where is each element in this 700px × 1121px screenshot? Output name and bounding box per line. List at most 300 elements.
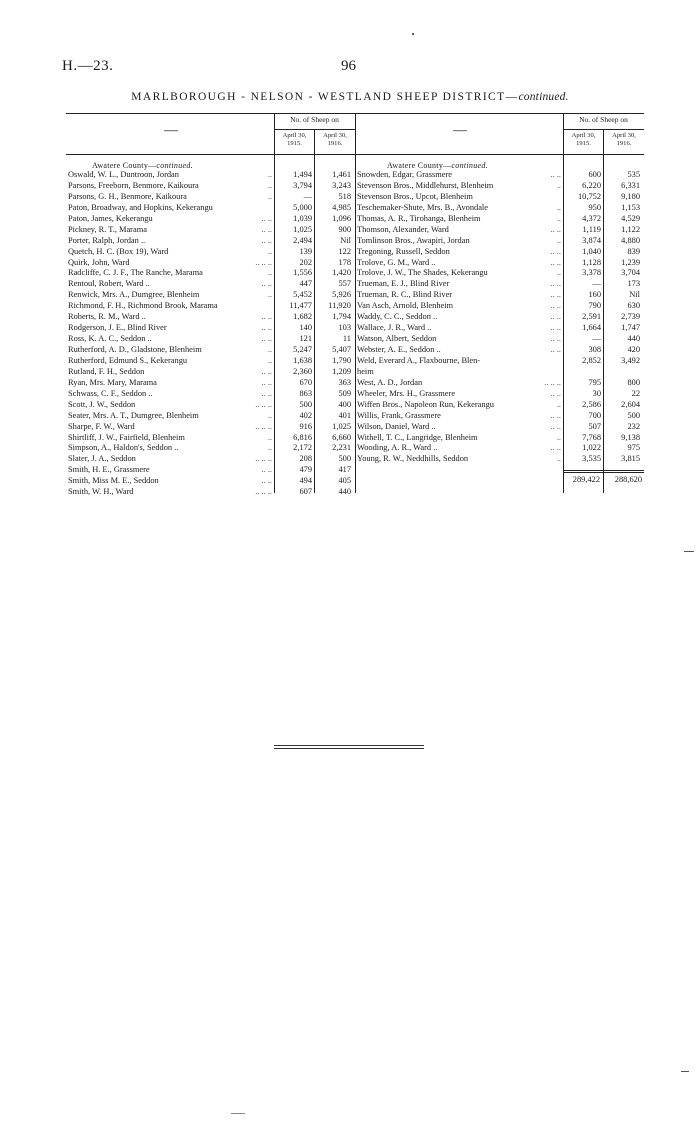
table-row xyxy=(66,279,355,290)
leader-dots: .. .. xyxy=(261,323,272,333)
sheep-1915: 700 xyxy=(588,410,601,420)
sheep-1916: 900 xyxy=(338,224,351,234)
entry-name: Wheeler, Mrs. H., Grassmere xyxy=(357,388,456,398)
col-1915-header: April 30, 1915. xyxy=(571,132,596,147)
leader-dots: .. xyxy=(267,268,272,278)
sheep-1916: 1,122 xyxy=(621,224,640,234)
table-row xyxy=(66,236,355,247)
leader-dots: .. xyxy=(267,443,272,453)
table-row xyxy=(66,225,355,236)
entry-name: Teschemaker-Shute, Mrs. B., Avondale xyxy=(357,202,488,212)
entry-name: Ross, K. A. C., Seddon .. xyxy=(68,334,152,344)
table-row xyxy=(355,400,644,411)
col-1916-header: April 30, 1916. xyxy=(612,132,636,147)
name-column-header: — xyxy=(164,123,178,138)
sheep-1915: 160 xyxy=(588,290,601,300)
table-row xyxy=(66,192,355,203)
table-row xyxy=(66,389,355,400)
sheep-1916: 1,790 xyxy=(332,355,351,365)
county-subheading: Awatere County—continued. xyxy=(387,161,488,170)
entry-name: Rutland, F. H., Seddon xyxy=(68,366,145,376)
section-rule xyxy=(274,745,424,746)
leader-dots: .. xyxy=(267,170,272,179)
name-column-header: — xyxy=(453,123,467,138)
total-1916: 288,620 xyxy=(614,475,642,484)
leader-dots: .. .. xyxy=(550,410,561,420)
sheep-1916: 417 xyxy=(338,465,351,475)
table-row xyxy=(355,323,644,334)
leader-dots: .. xyxy=(267,355,272,365)
leader-dots: .. .. xyxy=(550,388,561,398)
paper-speck xyxy=(412,33,414,35)
sheep-1916: 5,407 xyxy=(332,345,351,354)
table-row xyxy=(355,290,644,301)
entry-name: Smith, Miss M. E., Seddon xyxy=(68,476,159,486)
entry-name: Young, R. W., Neddhills, Seddon xyxy=(357,454,469,464)
sheep-1915: 2,360 xyxy=(293,366,312,376)
table-row xyxy=(66,378,355,389)
sheep-1916: 3,815 xyxy=(621,454,640,464)
table-row xyxy=(66,422,355,433)
leader-dots: .. .. xyxy=(261,213,272,223)
sheep-1916: 3,492 xyxy=(621,355,640,365)
entry-name: Wiffen Bros., Napoleon Run, Kekerangu xyxy=(357,399,494,409)
sheep-1915: 500 xyxy=(299,399,312,409)
sheep-1915: 30 xyxy=(592,388,601,398)
leader-dots: .. .. xyxy=(261,312,272,322)
sheep-1916: 400 xyxy=(338,399,351,409)
sheep-1916: 440 xyxy=(627,334,640,344)
sheep-1916: 4,985 xyxy=(332,202,351,212)
sheep-1915: 2,494 xyxy=(293,235,312,245)
table-row xyxy=(66,487,355,498)
sheep-1916: 3,243 xyxy=(332,180,351,190)
leader-dots: .. .. .. xyxy=(255,399,272,409)
table-row xyxy=(355,268,644,279)
sheep-1915: 5,452 xyxy=(293,290,312,300)
sheep-1916: 3,704 xyxy=(621,268,640,278)
sheep-1916: 2,231 xyxy=(332,443,351,453)
right-rows xyxy=(355,170,644,465)
leader-dots: .. xyxy=(267,432,272,442)
sheep-1916: 1,747 xyxy=(621,323,640,333)
sheep-1915: 10,752 xyxy=(577,191,601,201)
entry-name: West, A. D., Jordan xyxy=(357,377,423,387)
sheep-1915: 7,768 xyxy=(582,432,601,442)
sheep-1915: 3,874 xyxy=(582,235,601,245)
entry-name: Smith, H. E., Grassmere xyxy=(68,465,150,475)
leader-dots: .. .. xyxy=(550,301,561,311)
entry-name: Parsons, G. H., Benmore, Kaikoura xyxy=(68,191,187,201)
sheep-1916: Nil xyxy=(629,290,640,300)
leader-dots: .. .. .. xyxy=(255,257,272,267)
table-row xyxy=(355,225,644,236)
left-column-block xyxy=(66,113,355,497)
sheep-1916: 630 xyxy=(627,301,640,311)
leader-dots: .. .. xyxy=(550,224,561,234)
sheep-1916: 535 xyxy=(627,170,640,179)
table-row xyxy=(355,334,644,345)
sheep-1915: 2,172 xyxy=(293,443,312,453)
table-row xyxy=(66,433,355,444)
leader-dots: .. .. xyxy=(550,334,561,344)
entry-name: Trueman, R. C., Blind River xyxy=(357,290,453,300)
entry-name: Weld, Everard A., Flaxbourne, Blen- xyxy=(357,355,481,365)
sheep-1916: 1,420 xyxy=(332,268,351,278)
table-row xyxy=(66,345,355,356)
sheep-1916: 9,180 xyxy=(621,191,640,201)
entry-name: Stevenson Bros., Middlehurst, Blenheim xyxy=(357,180,494,190)
sheep-1915: 2,591 xyxy=(582,312,601,322)
sheep-1915: 1,022 xyxy=(582,443,601,453)
entry-name: Snowden, Edgar, Grassmere xyxy=(357,170,453,179)
sheep-1916: Nil xyxy=(340,235,351,245)
entry-name: Roberts, R. M., Ward .. xyxy=(68,312,146,322)
sheep-1916: 11 xyxy=(342,334,351,344)
table-row xyxy=(66,476,355,487)
table-row xyxy=(355,181,644,192)
entry-name: Tomlinson Bros., Awapiri, Jordan xyxy=(357,235,470,245)
table-row xyxy=(355,170,644,181)
table-row xyxy=(66,443,355,454)
sheep-1915: 479 xyxy=(299,465,312,475)
sheep-1915: 3,794 xyxy=(293,180,312,190)
entry-name: Scott, J. W., Seddon xyxy=(68,399,136,409)
leader-dots: .. xyxy=(556,235,561,245)
entry-name: Paton, James, Kekerangu xyxy=(68,213,153,223)
sheep-1916: 509 xyxy=(338,388,351,398)
entry-name: Paton, Broadway, and Hopkins, Kekerangu xyxy=(68,202,213,212)
entry-name: Stevenson Bros., Upcot, Blenheim xyxy=(357,191,473,201)
sheep-1915: 790 xyxy=(588,301,601,311)
entry-name: Rutherford, Edmund S., Kekerangu xyxy=(68,355,188,365)
leader-dots: .. .. xyxy=(261,366,272,376)
sheep-1916: 6,660 xyxy=(332,432,351,442)
leader-dots: .. xyxy=(267,290,272,300)
entry-name: Trueman, E. J., Blind River xyxy=(357,279,450,289)
leader-dots: .. .. .. xyxy=(255,454,272,464)
entry-name: heim xyxy=(357,366,374,376)
sheep-1915: 139 xyxy=(299,246,312,256)
leader-dots: .. .. xyxy=(261,388,272,398)
sheep-1915: 402 xyxy=(299,410,312,420)
leader-dots: .. xyxy=(267,246,272,256)
entry-name: Renwick, Mrs. A., Dumgree, Blenheim xyxy=(68,290,200,300)
sheep-1916: 1,025 xyxy=(332,421,351,431)
entry-name: Willis, Frank, Grassmere xyxy=(357,410,441,420)
sheep-1916: 1,209 xyxy=(332,366,351,376)
entry-name: Withell, T. C., Langridge, Blenheim xyxy=(357,432,478,442)
table-row xyxy=(355,367,644,378)
table-row xyxy=(66,203,355,214)
document-heading xyxy=(0,91,700,103)
sheep-1915: 863 xyxy=(299,388,312,398)
leader-dots: .. xyxy=(556,399,561,409)
sheep-1915: — xyxy=(592,334,601,344)
entry-name: Trolove, J. W., The Shades, Kekerangu xyxy=(357,268,488,278)
leader-dots: .. .. xyxy=(550,257,561,267)
sheep-1915: 3,378 xyxy=(582,268,601,278)
sheep-1915: 1,039 xyxy=(293,213,312,223)
entry-name: Quirk, John, Ward xyxy=(68,257,130,267)
sheep-1916: 839 xyxy=(627,246,640,256)
table-row xyxy=(66,268,355,279)
left-rows xyxy=(66,170,355,498)
leader-dots: .. xyxy=(556,432,561,442)
entry-name: Tregoning, Russell, Seddon xyxy=(357,246,450,256)
sheep-1915: 6,816 xyxy=(293,432,312,442)
sheep-1916: 975 xyxy=(627,443,640,453)
entry-name: Oswald, W. L., Duntroon, Jordan xyxy=(68,170,179,179)
sheep-1915: 950 xyxy=(588,202,601,212)
sheep-count-header: No. of Sheep on xyxy=(290,115,339,124)
sheep-1916: 1,239 xyxy=(621,257,640,267)
entry-name: Rentoul, Robert, Ward .. xyxy=(68,279,150,289)
table-row xyxy=(355,214,644,225)
sheep-1915: 2,586 xyxy=(582,399,601,409)
leader-dots: .. xyxy=(267,191,272,201)
leader-dots: .. .. xyxy=(261,377,272,387)
entry-name: Richmond, F. H., Richmond Brook, Marama xyxy=(68,301,218,311)
leader-dots: .. .. xyxy=(261,334,272,344)
sheep-1915: 5,247 xyxy=(293,345,312,354)
entry-name: Shirtliff, J. W., Fairfield, Blenheim xyxy=(68,432,185,442)
sheep-1915: 11,477 xyxy=(289,301,312,311)
page-number: 96 xyxy=(341,58,356,74)
table-row xyxy=(66,356,355,367)
paper-speck xyxy=(684,551,694,552)
sheep-1915: 447 xyxy=(299,279,312,289)
sheep-1916: 800 xyxy=(627,377,640,387)
right-column-block xyxy=(355,113,644,493)
table-row xyxy=(355,443,644,454)
sheep-1916: 178 xyxy=(338,257,351,267)
leader-dots: .. .. xyxy=(550,246,561,256)
entry-name: Trolove, G. M., Ward .. xyxy=(357,257,436,267)
sheep-1915: 795 xyxy=(588,377,601,387)
leader-dots: .. .. xyxy=(261,279,272,289)
table-row xyxy=(355,301,644,312)
entry-name: Slater, J. A., Seddon xyxy=(68,454,136,464)
table-row xyxy=(355,247,644,258)
table-row xyxy=(66,334,355,345)
sheep-1916: 1,096 xyxy=(332,213,351,223)
table-row xyxy=(355,312,644,323)
table-row xyxy=(355,345,644,356)
entry-name: Wallace, J. R., Ward .. xyxy=(357,323,432,333)
sheep-1915: 1,119 xyxy=(582,224,601,234)
sheep-1916: 2,604 xyxy=(621,399,640,409)
entry-name: Waddy, C. C., Seddon .. xyxy=(357,312,438,322)
sheep-1916: 4,529 xyxy=(621,213,640,223)
leader-dots: .. xyxy=(556,180,561,190)
leader-dots: .. .. xyxy=(550,421,561,431)
sheep-1916: 420 xyxy=(627,345,640,354)
sheep-1916: 173 xyxy=(627,279,640,289)
leader-dots: .. xyxy=(267,180,272,190)
col-1916-header: April 30, 1916. xyxy=(323,132,347,147)
sheep-1915: 916 xyxy=(299,421,312,431)
entry-name: Thomson, Alexander, Ward xyxy=(357,224,449,234)
paper-speck xyxy=(231,1113,245,1114)
table-row xyxy=(355,192,644,203)
total-1915: 289,422 xyxy=(572,475,600,484)
table-row xyxy=(355,433,644,444)
leader-dots: .. .. xyxy=(550,323,561,333)
sheep-1916: 440 xyxy=(338,487,351,497)
entry-name: Pickney, R. T., Marama xyxy=(68,224,147,234)
entry-name: Sharpe, F. W., Ward xyxy=(68,421,135,431)
leader-dots: .. .. xyxy=(261,224,272,234)
sheep-1916: 9,138 xyxy=(621,432,640,442)
sheep-1915: 670 xyxy=(299,377,312,387)
table-row xyxy=(66,323,355,334)
sheep-1916: 518 xyxy=(338,191,351,201)
table-row xyxy=(66,247,355,258)
leader-dots: .. xyxy=(556,454,561,464)
sheep-table xyxy=(66,113,644,497)
table-row xyxy=(66,411,355,422)
entry-name: Wooding, A. R., Ward .. xyxy=(357,443,438,453)
sheep-1916: 401 xyxy=(338,410,351,420)
sheep-1916: 2,739 xyxy=(621,312,640,322)
sheep-1916: 11,920 xyxy=(328,301,351,311)
leader-dots: .. xyxy=(556,213,561,223)
leader-dots: .. .. xyxy=(550,345,561,354)
table-row xyxy=(355,378,644,389)
entry-name: Simpson, A., Haldon's, Seddon .. xyxy=(68,443,179,453)
entry-name: Parsons, Freeborn, Benmore, Kaikoura xyxy=(68,180,199,190)
leader-dots: .. .. .. xyxy=(255,421,272,431)
sheep-1915: — xyxy=(303,191,312,201)
leader-dots: .. .. .. xyxy=(544,377,561,387)
sheep-1915: — xyxy=(592,279,601,289)
entry-name: Schwass, C. F., Seddon .. xyxy=(68,388,153,398)
sheep-1915: 507 xyxy=(588,421,601,431)
sheep-1916: 232 xyxy=(627,421,640,431)
sheep-1915: 600 xyxy=(588,170,601,179)
entry-name: Watson, Albert, Seddon xyxy=(357,334,437,344)
sheep-1916: 405 xyxy=(338,476,351,486)
county-subheading: Awatere County—continued. xyxy=(92,161,193,170)
heading-title: MARLBOROUGH - NELSON - WESTLAND SHEEP DISTRICT— xyxy=(131,91,519,103)
leader-dots: .. xyxy=(267,410,272,420)
table-row xyxy=(66,301,355,312)
leader-dots: .. .. xyxy=(261,235,272,245)
entry-name: Thomas, A. R., Tirohanga, Blenheim xyxy=(357,213,481,223)
sheep-1915: 607 xyxy=(299,487,312,497)
table-row xyxy=(355,279,644,290)
sheep-1916: 557 xyxy=(338,279,351,289)
sheep-1915: 202 xyxy=(299,257,312,267)
table-row xyxy=(66,454,355,465)
sheep-count-header: No. of Sheep on xyxy=(579,115,628,124)
sheep-1915: 1,128 xyxy=(582,257,601,267)
leader-dots: .. .. xyxy=(550,443,561,453)
sheep-1916: 1,461 xyxy=(332,170,351,179)
sheep-1915: 5,000 xyxy=(293,202,312,212)
leader-dots: .. .. xyxy=(550,279,561,289)
table-row xyxy=(355,236,644,247)
leader-dots: .. .. xyxy=(261,476,272,486)
table-row xyxy=(355,454,644,465)
leader-dots: .. xyxy=(267,345,272,354)
leader-dots: .. xyxy=(556,268,561,278)
table-row xyxy=(66,214,355,225)
table-row xyxy=(66,181,355,192)
entry-name: Porter, Ralph, Jordan .. xyxy=(68,235,146,245)
leader-dots: .. .. xyxy=(550,312,561,322)
sheep-1916: 103 xyxy=(338,323,351,333)
leader-dots: .. .. xyxy=(550,170,561,179)
table-row xyxy=(355,389,644,400)
entry-name: Smith, W. H., Ward xyxy=(68,487,134,497)
table-row xyxy=(66,465,355,476)
sheep-1915: 1,040 xyxy=(582,246,601,256)
section-rule xyxy=(274,748,424,749)
entry-name: Seater, Mrs. A. T., Dumgree, Blenheim xyxy=(68,410,199,420)
sheep-1915: 121 xyxy=(299,334,312,344)
sheep-1915: 308 xyxy=(588,345,601,354)
sheep-1916: 22 xyxy=(631,388,640,398)
sheep-1915: 2,852 xyxy=(582,355,601,365)
heading-continued: continued. xyxy=(518,91,569,103)
sheep-1915: 1,556 xyxy=(293,268,312,278)
sheep-1915: 4,372 xyxy=(582,213,601,223)
page-reference: H.—23. xyxy=(62,58,114,74)
entry-name: Wilson, Daniel, Ward .. xyxy=(357,421,436,431)
table-row xyxy=(66,290,355,301)
entry-name: Rodgerson, J. E., Blind River xyxy=(68,323,167,333)
sheep-1916: 500 xyxy=(338,454,351,464)
sheep-1915: 494 xyxy=(299,476,312,486)
sheep-1915: 3,535 xyxy=(582,454,601,464)
col-1915-header: April 30, 1915. xyxy=(282,132,307,147)
sheep-1915: 1,494 xyxy=(293,170,312,179)
table-row xyxy=(66,367,355,378)
sheep-1916: 5,926 xyxy=(332,290,351,300)
sheep-1915: 6,220 xyxy=(582,180,601,190)
entry-name: Quetch, H. C. (Box 19), Ward xyxy=(68,246,169,256)
entry-name: Rutherford, A. D., Gladstone, Blenheim xyxy=(68,345,202,354)
sheep-1916: 363 xyxy=(338,377,351,387)
sheep-1915: 1,664 xyxy=(582,323,601,333)
paper-speck xyxy=(681,1071,689,1072)
table-row xyxy=(66,400,355,411)
entry-name: Radcliffe, C. J. F., The Ranche, Marama xyxy=(68,268,203,278)
sheep-1916: 1,794 xyxy=(332,312,351,322)
table-row xyxy=(66,312,355,323)
sheep-1916: 122 xyxy=(338,246,351,256)
sheep-1915: 1,025 xyxy=(293,224,312,234)
table-row xyxy=(355,203,644,214)
sheep-1915: 1,638 xyxy=(293,355,312,365)
leader-dots: .. .. xyxy=(550,290,561,300)
table-row xyxy=(355,411,644,422)
leader-dots: .. .. .. xyxy=(255,487,272,497)
sheep-1915: 140 xyxy=(299,323,312,333)
sheep-1915: 208 xyxy=(299,454,312,464)
table-row xyxy=(355,422,644,433)
entry-name: Ryan, Mrs. Mary, Marama xyxy=(68,377,157,387)
leader-dots: .. .. xyxy=(261,465,272,475)
entry-name: Van Asch, Arnold, Blenheim xyxy=(357,301,454,311)
sheep-1915: 1,682 xyxy=(293,312,312,322)
entry-name: Webster, A. E., Seddon .. xyxy=(357,345,441,354)
sheep-1916: 4,880 xyxy=(621,235,640,245)
leader-dots: .. xyxy=(556,202,561,212)
table-row xyxy=(66,258,355,269)
